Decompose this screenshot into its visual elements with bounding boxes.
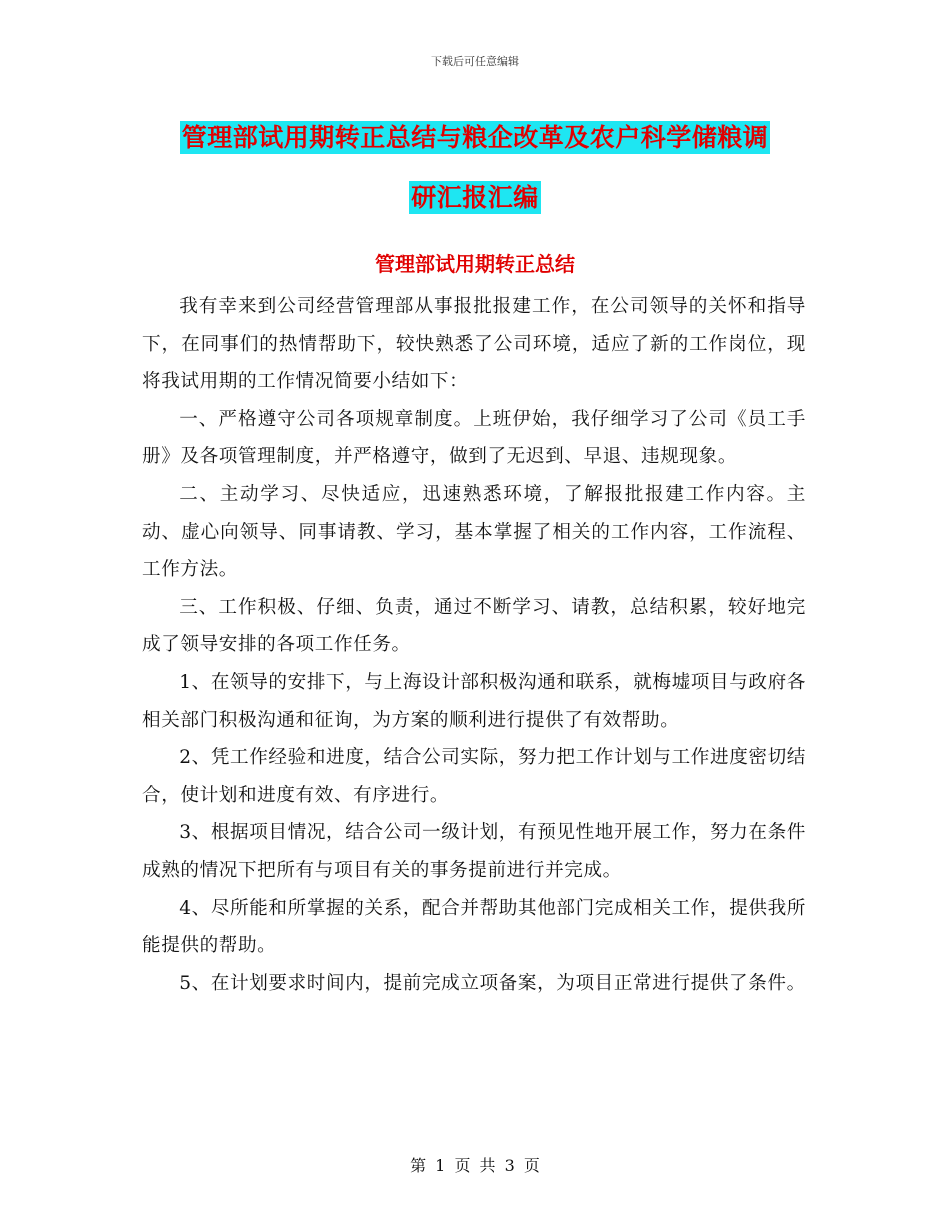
paragraph: 二、主动学习、尽快适应，迅速熟悉环境，了解报批报建工作内容。主动、虚心向领导、同事请教、学习，基本掌握了相关的工作内容，工作流程、工作方法。 <box>142 483 806 581</box>
section-title: 管理部试用期转正总结 <box>375 252 575 276</box>
paragraph: 我有幸来到公司经营管理部从事报批报建工作，在公司领导的关怀和指导下，在同事们的热情帮助下，较快熟悉了公司环境，适应了新的工作岗位，现将我试用期的工作情况简要小结如下： <box>142 296 806 393</box>
paragraph: 4、尽所能和所掌握的关系，配合并帮助其他部门完成相关工作，提供我所能提供的帮助。 <box>142 897 806 957</box>
document-title-line-2: 研汇报汇编 <box>411 183 539 212</box>
paragraph: 5、在计划要求时间内，提前完成立项备案，为项目正常进行提供了条件。 <box>179 972 806 994</box>
paragraph: 2、凭工作经验和进度，结合公司实际，努力把工作计划与工作进度密切结合，使计划和进度有效、有序进行。 <box>142 747 806 806</box>
paragraph: 3、根据项目情况，结合公司一级计划，有预见性地开展工作，努力在条件成熟的情况下把所有与项目有关的事务提前进行并完成。 <box>142 822 806 881</box>
document-title-line-1: 管理部试用期转正总结与粮企改革及农户科学储粮调 <box>181 123 769 152</box>
document-title <box>140 108 810 228</box>
paragraph: 一、严格遵守公司各项规章制度。上班伊始，我仔细学习了公司《员工手册》及各项管理制度，并严格遵守，做到了无迟到、早退、违规现象。 <box>142 408 806 468</box>
paragraph: 1、在领导的安排下，与上海设计部积极沟通和联系，就梅墟项目与政府各相关部门积极沟通和征询，为方案的顺利进行提供了有效帮助。 <box>142 671 806 731</box>
document-body <box>142 288 806 1002</box>
header-note: 下载后可任意编辑 <box>431 55 519 68</box>
page-number-footer: 第 1 页 共 3 页 <box>410 1156 540 1175</box>
paragraph: 三、工作积极、仔细、负责，通过不断学习、请教，总结积累，较好地完成了领导安排的各项工作任务。 <box>142 596 806 656</box>
